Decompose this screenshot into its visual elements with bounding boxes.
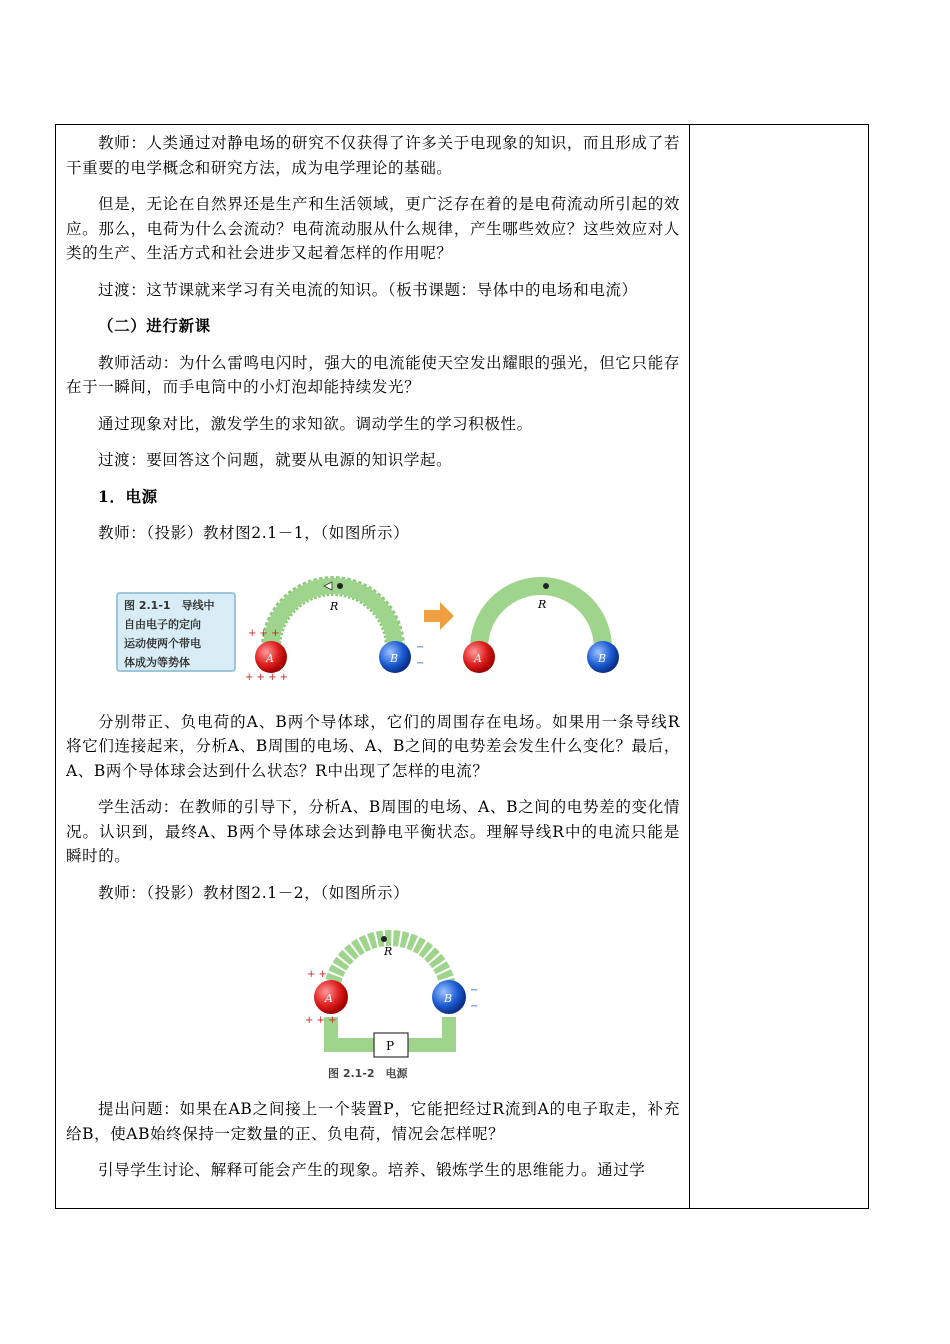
- wire-right-down: [406, 1017, 449, 1045]
- content-cell: [66, 131, 680, 1195]
- label-r: R: [384, 945, 393, 958]
- svg-text:+ + + +: + + + +: [245, 671, 289, 683]
- svg-text:+ +: + +: [307, 969, 327, 980]
- label-b: B: [444, 992, 453, 1005]
- transition-arrow: [424, 602, 454, 630]
- paragraph-question: 但是，无论在自然界还是生产和生活领域，更广泛存在着的是电荷流动所引起的效应。那么，电荷为什么会流动？电荷流动服从什么规律，产生哪些效应？这些效应对人类的生产、生活方式和社会进步又起着怎样的作用呢？: [66, 195, 680, 262]
- label-a: A: [325, 992, 333, 1005]
- wire-left-down: [331, 1017, 376, 1045]
- svg-text:−: −: [470, 1001, 479, 1012]
- label-r-right: R: [538, 597, 547, 611]
- figure-2-1-2: [66, 917, 680, 1083]
- label-a-left: A: [266, 651, 274, 665]
- label-b-right: B: [598, 651, 607, 665]
- label-r-left: R: [330, 599, 339, 613]
- section-heading-power-source: 1．电源: [98, 486, 158, 506]
- section-heading-new-lesson: （二）进行新课: [98, 316, 211, 335]
- figure-1-caption-box: 图 2.1-1 导线中 自由电子的定向 运动使两个带电 体成为等势体: [116, 592, 236, 672]
- paragraph-intro: 教师：人类通过对静电场的研究不仅获得了许多关于电现象的知识，而且形成了若干重要的电学概念和研究方法，成为电学理论的基础。: [66, 134, 680, 177]
- paragraph-device-question: 提出问题：如果在AB之间接上一个装置P，它能把经过R流到A的电子取走，补充给B，使AB始终保持一定数量的正、负电荷，情况会怎样呢？: [66, 1100, 680, 1143]
- svg-text:−: −: [470, 985, 479, 996]
- electron-dot-right: [543, 583, 549, 589]
- figure-2-diagram: [66, 917, 680, 1083]
- paragraph-discussion: 引导学生讨论、解释可能会产生的现象。培养、锻炼学生的思维能力。通过学: [98, 1161, 646, 1179]
- svg-text:+ + +: + + +: [305, 1015, 337, 1026]
- electron-dot: [381, 936, 387, 942]
- electron-dot-left: [337, 583, 343, 589]
- svg-text:−: −: [416, 657, 425, 669]
- label-a-right: A: [474, 651, 482, 665]
- minus-signs: −: [416, 641, 425, 653]
- paragraph-transition-2: 过渡：要回答这个问题，就要从电源的知识学起。: [98, 451, 453, 469]
- plus-signs: + + +: [248, 627, 280, 639]
- figure-2-1-1: [66, 558, 680, 696]
- figure-2-caption: 图 2.1-2 电源: [328, 1067, 408, 1080]
- column-divider: [689, 125, 690, 1208]
- wire-arc-right: [479, 586, 603, 648]
- paragraph-analysis-question: 分别带正、负电荷的A、B两个导体球，它们的周围存在电场。如果用一条导线R将它们连接起来，分析A、B周围的电场、A、B之间的电势差会发生什么变化？最后，A、B两个导体球会达到什么状态？R中出现了怎样的电流？: [66, 712, 680, 780]
- label-p: P: [386, 1039, 395, 1053]
- label-b-left: B: [390, 651, 399, 665]
- paragraph-projection-2: 教师：（投影）教材图2.1－2，（如图所示）: [98, 883, 410, 902]
- paragraph-teacher-activity: 教师活动：为什么雷鸣电闪时，强大的电流能使天空发出耀眼的强光，但它只能存在于一瞬间，而手电筒中的小灯泡却能持续发光？: [66, 353, 680, 396]
- paragraph-transition-1: 过渡：这节课就来学习有关电流的知识。（板书课题：导体中的电场和电流）: [98, 280, 638, 299]
- paragraph-student-activity: 学生活动：在教师的引导下，分析A、B周围的电场、A、B之间的电势差的变化情况。认识到，最终A、B两个导体球会达到静电平衡状态。理解导线R中的电流只能是瞬时的。: [66, 798, 680, 865]
- paragraph-projection-1: 教师：（投影）教材图2.1－1，（如图所示）: [98, 524, 410, 542]
- figure-1-diagram: [66, 558, 680, 696]
- lesson-table: [55, 124, 869, 1209]
- paragraph-motivation: 通过现象对比，激发学生的求知欲。调动学生的学习积极性。: [98, 414, 533, 433]
